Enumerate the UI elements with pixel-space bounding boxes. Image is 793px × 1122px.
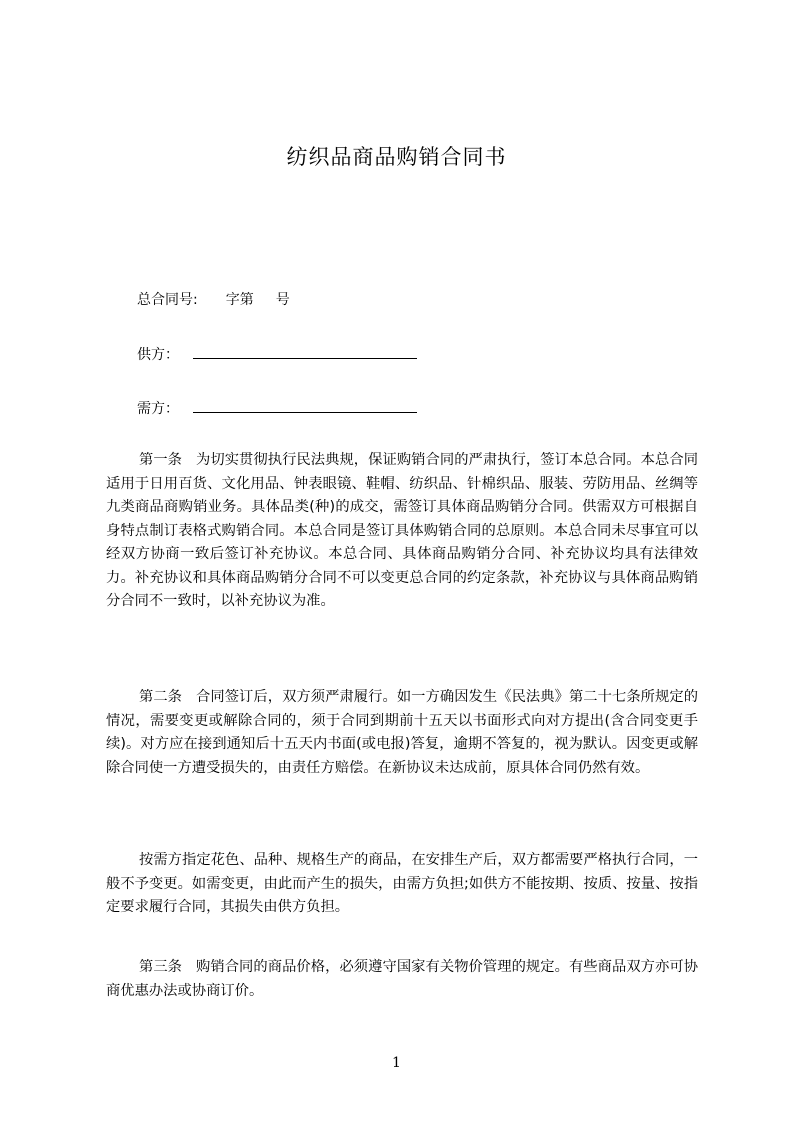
article-2-text: 合同签订后，双方须严肃履行。如一方确因发生《民法典》第二十七条所规定的情况，需要变更或解除合同的，须于合同到期前十五天以书面形式向对方提出(含合同变更手续)。对方应在接到通知后十五天内书面(或电报)答复，逾期不答复的，视为默认。因变更或解除合同使一方遭受损失的，由责任方赔偿。在新协议未达成前，原具体合同仍然有效。	[106, 689, 698, 776]
supplier-blank	[193, 344, 417, 359]
buyer-line	[137, 398, 417, 419]
article-2-supplement-text: 按需方指定花色、品种、规格生产的商品，在安排生产后，双方都需要严格执行合同，一般不予变更。如需变更，由此而产生的损失，由需方负担;如供方不能按期、按质、按量、按指定要求履行合同，其损失由供方负担。	[106, 852, 698, 915]
contract-number-label: 总合同号:	[137, 292, 198, 308]
article-3-paragraph	[106, 956, 698, 1003]
article-1-heading: 第一条	[139, 452, 183, 468]
article-2-paragraph	[106, 686, 698, 780]
contract-number-line	[137, 290, 290, 310]
page-number: 1	[392, 1055, 401, 1071]
buyer-blank	[193, 398, 417, 413]
article-1-text: 为切实贯彻执行民法典规，保证购销合同的严肃执行，签订本总合同。本总合同适用于日用百货、文化用品、钟表眼镜、鞋帽、纺织品、针棉织品、服装、劳防用品、丝绸等九类商品商购销业务。具体品类(种)的成交，需签订具体商品购销分合同。供需双方可根据自身特点制订表格式购销合同。本总合同是签订具体购销合同的总原则。本总合同未尽事宜可以经双方协商一致后签订补充协议。本总合同、具体商品购销分合同、补充协议均具有法律效力。补充协议和具体商品购销分合同不可以变更总合同的约定条款，补充协议与具体商品购销分合同不一致时，以补充协议为准。	[106, 452, 698, 609]
article-2-supplement-paragraph	[106, 849, 698, 920]
article-3-heading: 第三条	[139, 959, 183, 975]
article-2-heading: 第二条	[139, 689, 183, 705]
article-1-paragraph	[106, 449, 698, 614]
supplier-label: 供方：	[137, 347, 179, 363]
article-3-text: 购销合同的商品价格，必须遵守国家有关物价管理的规定。有些商品双方亦可协商优惠办法或协商订价。	[106, 959, 698, 999]
document-title: 纺织品商品购销合同书	[286, 145, 507, 169]
supplier-line	[137, 344, 417, 365]
contract-number-char: 字第	[225, 292, 254, 308]
buyer-label: 需方：	[137, 401, 179, 417]
contract-number-suffix: 号	[275, 292, 290, 308]
